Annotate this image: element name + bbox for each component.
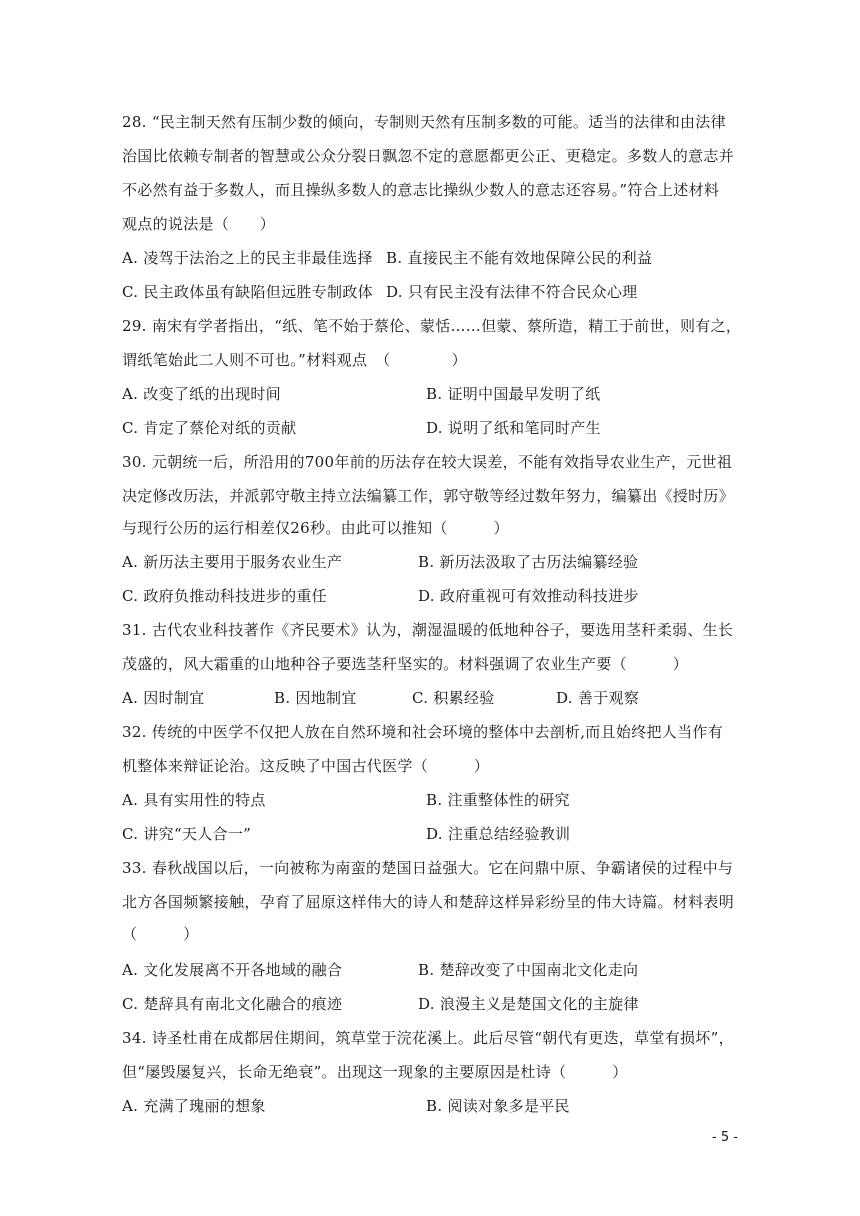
option-a: A. 凌驾于法治之上的民主非最佳选择 bbox=[122, 249, 373, 267]
option-c: C. 民主政体虽有缺陷但远胜专制政体 bbox=[122, 283, 373, 301]
option-a: A. 具有实用性的特点 bbox=[122, 791, 266, 809]
option-d: D. 说明了纸和笔同时产生 bbox=[426, 419, 601, 437]
option-d: D. 善于观察 bbox=[556, 689, 640, 707]
option-d: D. 浪漫主义是楚国文化的主旋律 bbox=[418, 995, 639, 1013]
question-stem-line: 30. 元朝统一后，所沿用的700年前的历法存在较大误差，不能有效指导农业生产，元世祖 bbox=[122, 453, 733, 471]
option-a: A. 新历法主要用于服务农业生产 bbox=[122, 553, 343, 571]
option-b: B. 注重整体性的研究 bbox=[426, 791, 570, 809]
page-number: - 5 - bbox=[712, 1130, 738, 1145]
question-stem-line: 32. 传统的中医学不仅把人放在自然环境和社会环境的整体中去剖析,而且始终把人当作有 bbox=[122, 723, 723, 741]
option-a: A. 改变了纸的出现时间 bbox=[122, 385, 281, 403]
question-stem-line: 不必然有益于多数人，而且操纵多数人的意志比操纵少数人的意志还容易。”符合上述材料 bbox=[122, 181, 720, 199]
option-b: B. 新历法汲取了古历法编纂经验 bbox=[418, 553, 639, 571]
question-stem-line: 茂盛的，风大霜重的山地种谷子要选茎秆坚实的。材料强调了农业生产要（ ） bbox=[122, 655, 689, 673]
question-stem-line: 与现行公历的运行相差仅26秒。由此可以推知（ ） bbox=[122, 519, 509, 537]
question-stem-line: 28. “民主制天然有压制少数的倾向，专制则天然有压制多数的可能。适当的法律和由法律 bbox=[122, 113, 726, 131]
option-c: C. 积累经验 bbox=[412, 689, 495, 707]
option-d: D. 注重总结经验教训 bbox=[426, 825, 571, 843]
question-stem-line: 33. 春秋战国以后，一向被称为南蛮的楚国日益强大。它在问鼎中原、争霸诸侯的过程中与 bbox=[122, 859, 734, 877]
question-stem-line: 观点的说法是（ ） bbox=[122, 215, 276, 233]
option-d: D. 只有民主没有法律不符合民众心理 bbox=[386, 283, 638, 301]
option-c: C. 政府负推动科技进步的重任 bbox=[122, 587, 327, 605]
option-b: B. 证明中国最早发明了纸 bbox=[426, 385, 601, 403]
option-b: B. 直接民主不能有效地保障公民的利益 bbox=[386, 249, 653, 267]
option-d: D. 政府重视可有效推动科技进步 bbox=[418, 587, 639, 605]
option-c: C. 讲究“天人合一” bbox=[122, 825, 252, 843]
question-stem-line: 谓纸笔始此二人则不可也。”材料观点 （ ） bbox=[122, 351, 467, 369]
question-stem-line: 机整体来辩证论治。这反映了中国古代医学（ ） bbox=[122, 757, 490, 775]
option-b: B. 阅读对象多是平民 bbox=[426, 1097, 570, 1115]
question-stem-line: 北方各国频繁接触，孕育了屈原这样伟大的诗人和楚辞这样异彩纷呈的伟大诗篇。材料表明 bbox=[122, 893, 735, 911]
option-c: C. 肯定了蔡伦对纸的贡献 bbox=[122, 419, 297, 437]
question-stem-line: 31. 古代农业科技著作《齐民要术》认为，潮湿温暖的低地种谷子，要选用茎秆柔弱、生长 bbox=[122, 621, 734, 639]
option-a: A. 文化发展离不开各地域的融合 bbox=[122, 961, 343, 979]
option-b: B. 因地制宜 bbox=[274, 689, 357, 707]
question-stem-line: 但“屡毁屡复兴，长命无绝衰”。出现这一现象的主要原因是杜诗（ ） bbox=[122, 1063, 628, 1081]
option-c: C. 楚辞具有南北文化融合的痕迹 bbox=[122, 995, 343, 1013]
question-stem-line: 治国比依赖专制者的智慧或公众分裂日飘忽不定的意愿都更公正、更稳定。多数人的意志并 bbox=[122, 147, 735, 165]
question-stem-line: 决定修改历法，并派郭守敬主持立法编纂工作，郭守敬等经过数年努力，编纂出《授时历》 bbox=[122, 487, 735, 505]
option-a: A. 因时制宜 bbox=[122, 689, 205, 707]
question-stem-line: 34. 诗圣杜甫在成都居住期间，筑草堂于浣花溪上。此后尽管“朝代有更迭，草堂有损坏”， bbox=[122, 1029, 734, 1047]
option-b: B. 楚辞改变了中国南北文化走向 bbox=[418, 961, 639, 979]
option-a: A. 充满了瑰丽的想象 bbox=[122, 1097, 266, 1115]
question-stem-line: （ ） bbox=[122, 925, 199, 943]
question-stem-line: 29. 南宋有学者指出，“纸、笔不始于蔡伦、蒙恬……但蒙、蔡所造，精工于前世，则有之， bbox=[122, 317, 742, 335]
